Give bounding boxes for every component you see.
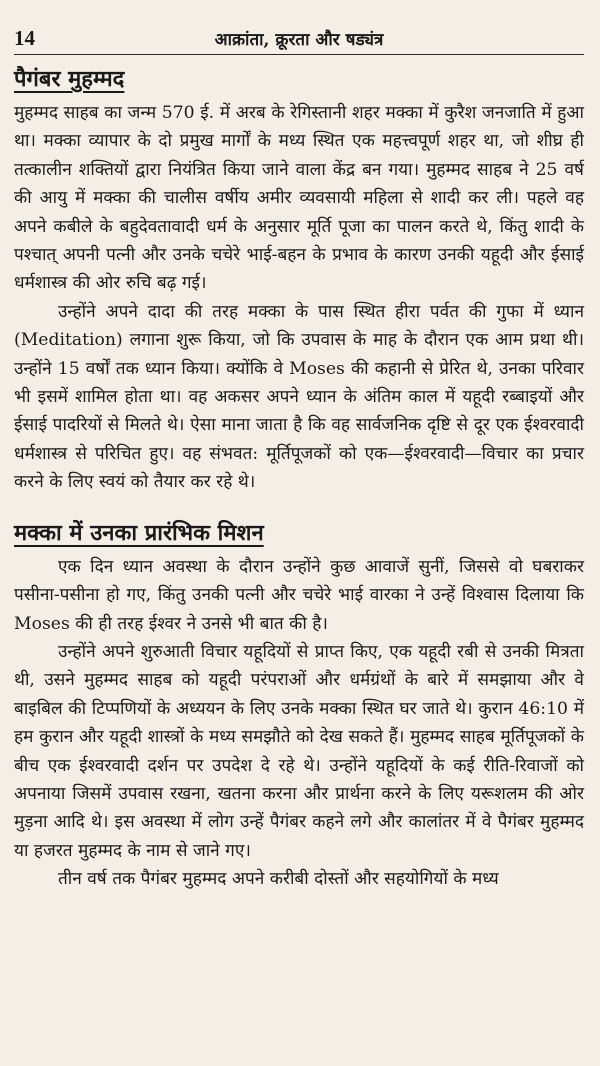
book-title: आक्रांता, क्रूरता और षड्यंत्र (214, 30, 384, 50)
paragraph: तीन वर्ष तक पैगंबर मुहम्मद अपने करीबी दोस्तों और सहयोगियों के मध्य (58, 869, 499, 890)
section-heading: पैगंबर मुहम्मद (14, 67, 125, 92)
section-early-mission-mecca (14, 519, 584, 894)
section-prophet-muhammad (14, 65, 584, 497)
paragraph: एक दिन ध्यान अवस्था के दौरान उन्होंने कुछ आवाजें सुनीं, जिससे वो घबराकर पसीना-पसीना हो गए, किंतु उनकी पत्नी और चचेरे भाई वारका ने उन्हें विश्वास दिलाया कि Moses की ही तरह ईश्वर ने उनसे भी बात की है। (14, 556, 584, 634)
paragraph: उन्होंने अपने दादा की तरह मक्का के पास स्थित हीरा पर्वत की गुफा में ध्यान (Meditation) लगाना शुरू किया, जो कि उपवास के माह के दौरान एक आम प्रथा थी। उन्होंने 15 वर्षों तक ध्यान किया। क्योंकि वे Moses की कहानी से प्रेरित थे, उनका परिवार भी इसमें शामिल होता था। वह अकसर अपने ध्यान के अंतिम काल में यहूदी रब्बाइयों और ईसाई पादरियों से मिलते थे। ऐसा माना जाता है कि वह सार्वजनिक दृष्टि से दूर एक ईश्वरवादी धर्मशास्त्र से परिचित हुए। वह संभवत: मूर्तिपूजकों को एक—ईश्वरवादी—विचार का प्रचार करने के लिए स्वयं को तैयार कर रहे थे। (14, 301, 584, 493)
running-head (14, 26, 584, 55)
page-number: 14 (14, 26, 35, 50)
paragraph: मुहम्मद साहब का जन्म 570 ई. में अरब के रेगिस्तानी शहर मक्का में कुरैश जनजाति में हुआ था। मक्का व्यापार के दो प्रमुख मार्गों के मध्य स्थित एक महत्त्वपूर्ण शहर था, जो शीघ्र ही तत्कालीन शक्तियों द्वारा नियंत्रित किया जाने वाला केंद्र बन गया। मुहम्मद साहब ने 25 वर्ष की आयु में मक्का की चालीस वर्षीय अमीर व्यवसायी महिला से शादी कर ली। पहले वह अपने कबीले के बहुदेवतावादी धर्म के अनुसार मूर्ति पूजा का पालन करते थे, किंतु शादी के पश्चात् अपनी पत्नी और उनके चचेरे भाई-बहन के प्रभाव के कारण उनकी यहूदी और ईसाई धर्मशास्त्र की ओर रुचि बढ़ गई। (14, 103, 584, 294)
section-heading: मक्का में उनका प्रारंभिक मिशन (14, 520, 264, 546)
paragraph: उन्होंने अपने शुरुआती विचार यहूदियों से प्राप्त किए, एक यहूदी रबी से उनकी मित्रता थी, उसने मुहम्मद साहब को यहूदी परंपराओं और धर्मग्रंथों के बारे में समझाया और वे बाइबिल की टिप्पणियों के अध्ययन के लिए उनके मक्का स्थित घर जाते थे। कुरान 46:10 में हम कुरान और यहूदी शास्त्रों के मध्य समझौते को देख सकते हैं। मुहम्मद साहब मूर्तिपूजकों के बीच एक ईश्वरवादी दर्शन पर उपदेश दे रहे थे। उन्होंने यहूदियों के कई रीति-रिवाजों को अपनाया जिसमें उपवास रखना, खतना करना और प्रार्थना करने के लिए यरूशलम की ओर मुड़ना आदि थे। इस अवस्था में लोग उन्हें पैगंबर कहने लगे और कालांतर में वे पैगंबर मुहम्मद या हजरत मुहम्मद के नाम से जाने गए। (14, 641, 584, 861)
